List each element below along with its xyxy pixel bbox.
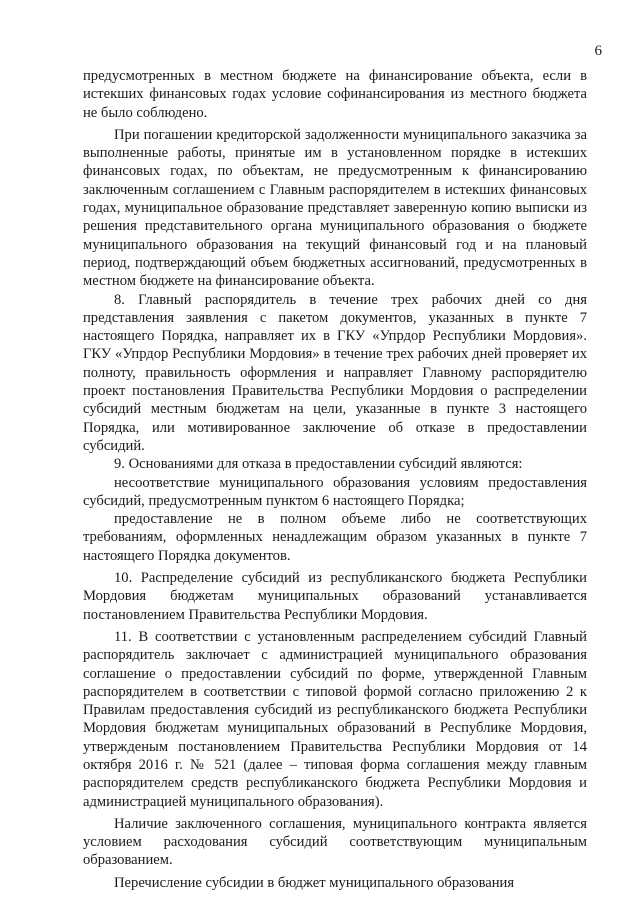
paragraph: 10. Распределение субсидий из республиканского бюджета Республики Мордовия бюджетам муниципальных образований устанавливается постановлением Правительства Республики Мордовия. (83, 570, 587, 623)
paragraph: При погашении кредиторской задолженности муниципального заказчика за выполненные работы, принятые им в установленном порядке в истекших финансовых годах, по объектам, не предусмотренным к финансированию заключенным соглашением с Главным распорядителем в истекших финансовых годах, муниципальное образование представляет заверенную копию выписки из решения представительного органа муниципального образования о бюджете муниципального образования на текущий финансовый год и на плановый период, подтверждающий объем бюджетных ассигнований, предусмотренных в местном бюджете на финансирование объекта. (83, 126, 587, 290)
paragraph: несоответствие муниципального образования условиям предоставления субсидий, предусмотренным пунктом 6 настоящего Порядка; (83, 474, 587, 509)
paragraph: предоставление не в полном объеме либо не соответствующих требованиям, оформленных ненадлежащим образом указанных в пункте 7 настоящего Порядка документов. (83, 511, 587, 564)
paragraph: 8. Главный распорядитель в течение трех рабочих дней со дня представления заявления с пакетом документов, указанных в пункте 7 настоящего Порядка, направляет их в ГКУ «Упрдор Республики Мордовия». ГКУ «Упрдор Республики Мордовия» в течение трех рабочих дней проверяет их полноту, правильность оформления и направляет Главному распорядителю проект постановления Правительства Республики Мордовия о распределении субсидий местным бюджетам на цели, указанные в пункте 3 настоящего Порядка, или мотивированное заключение об отказе в предоставлении субсидий. (83, 291, 587, 454)
paragraph: Перечисление субсидии в бюджет муниципального образования (114, 874, 515, 891)
document-body (83, 67, 587, 892)
page-number: 6 (594, 43, 602, 59)
paragraph: 11. В соответствии с установленным распределением субсидий Главный распорядитель заключает с администрацией муниципального образования соглашение о предоставлении субсидий по форме, утвержденной Главным распорядителем в соответствии с типовой формой согласно приложению 2 к Правилам предоставления субсидий из республиканского бюджета Республики Мордовия бюджетам муниципальных образований в Республике Мордовия, утвержденым постановлением Правительства Республики Мордовия от 14 октября 2016 г. № 521 (далее – типовая форма соглашения между главным распорядителем средств республиканского бюджета Республики Мордовия и администрацией муниципального образования). (83, 628, 587, 810)
paragraph: предусмотренных в местном бюджете на финансирование объекта, если в истекших финансовых годах условие софинансирования из местного бюджета не было соблюдено. (83, 68, 587, 121)
paragraph: 9. Основаниями для отказа в предоставлении субсидий являются: (114, 456, 523, 473)
paragraph: Наличие заключенного соглашения, муниципального контракта является условием расходования субсидий соответствующим муниципальным образованием. (83, 815, 587, 869)
